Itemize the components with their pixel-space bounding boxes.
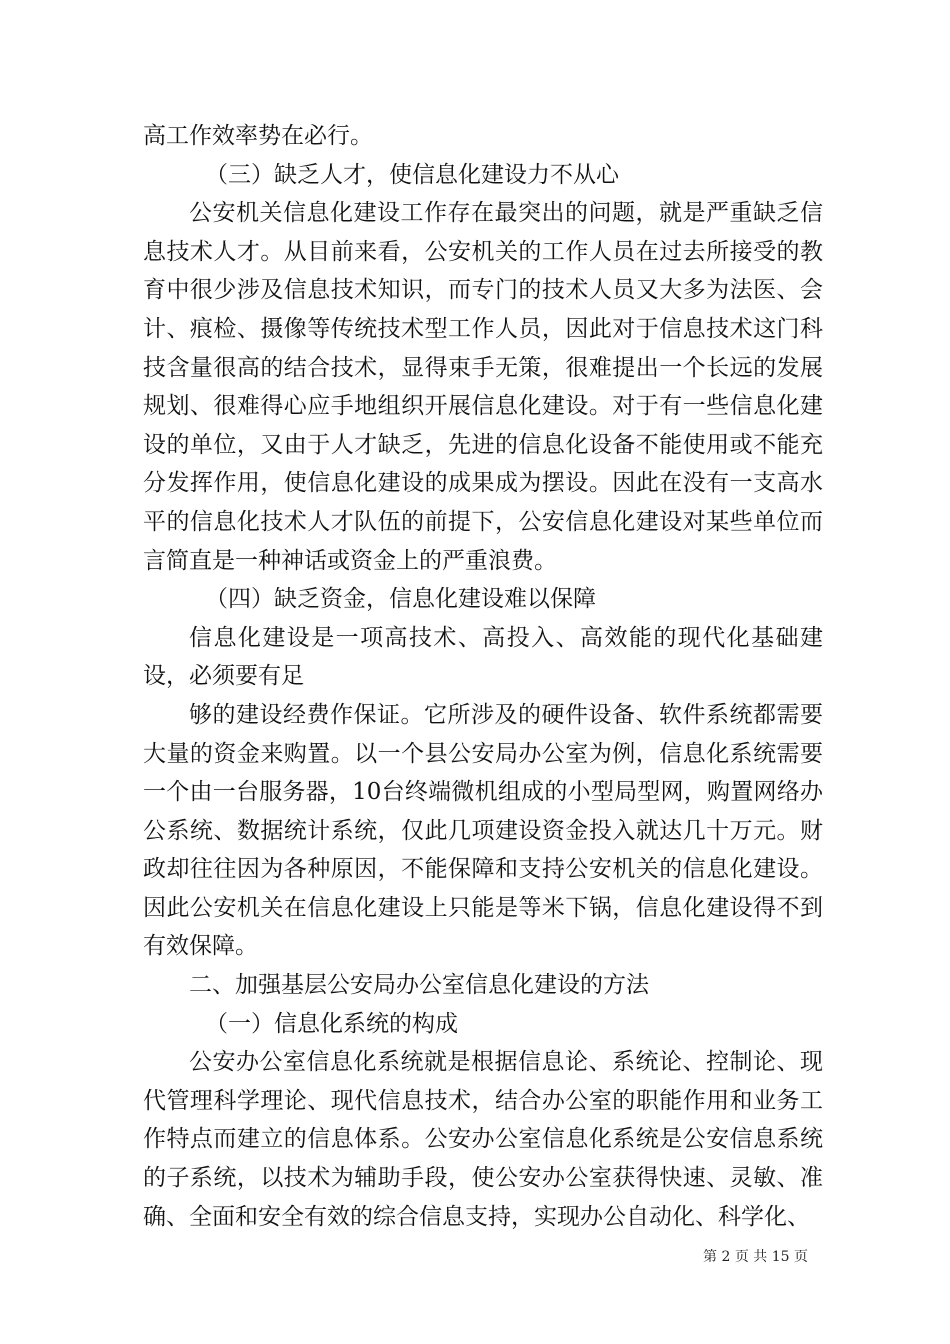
paragraph-funding-detail: 够的建设经费作保证。它所涉及的硬件设备、软件系统都需要大量的资金来购置。以一个县公安局办公室为例，信息化系统需要一个由一台服务器，10台终端微机组成的小型局型网，购置网络办公系统、数据统计系统，仅此几项建设资金投入就达几十万元。财政却往往因为各种原因，不能保障和支持公安机关的信息化建设。因此公安机关在信息化建设上只能是等米下锅，信息化建设得不到有效保障。	[143, 701, 823, 960]
document-body	[143, 117, 823, 1236]
paragraph-talent-shortage: 公安机关信息化建设工作存在最突出的问题，就是严重缺乏信息技术人才。从目前来看，公安机关的工作人员在过去所接受的教育中很少涉及信息技术知识，而专门的技术人员又大多为法医、会计、痕检、摄像等传统技术型工作人员，因此对于信息技术这门科技含量很高的结合技术，显得束手无策，很难提出一个长远的发展规划、很难得心应手地组织开展信息化建设。对于有一些信息化建设的单位，又由于人才缺乏，先进的信息化设备不能使用或不能充分发挥作用，使信息化建设的成果成为摆设。因此在没有一支高水平的信息化技术人才队伍的前提下，公安信息化建设对某些单位而言简直是一种神话或资金上的严重浪费。	[143, 200, 823, 574]
section-title-methods: 二、加强基层公安局办公室信息化建设的方法	[189, 972, 649, 999]
paragraph-funding-intro: 信息化建设是一项高技术、高投入、高效能的现代化基础建设，必须要有足	[143, 624, 823, 690]
paragraph-continuation: 高工作效率势在必行。	[143, 123, 373, 149]
section-heading-4: （四）缺乏资金，信息化建设难以保障	[205, 586, 596, 613]
section-heading-1: （一）信息化系统的构成	[205, 1010, 458, 1037]
paragraph-system-composition: 公安办公室信息化系统就是根据信息论、系统论、控制论、现代管理科学理论、现代信息技术，结合办公室的职能作用和业务工作特点而建立的信息体系。公安办公室信息化系统是公安信息系统的子系统，以技术为辅助手段，使公安办公室获得快速、灵敏、准确、全面和安全有效的综合信息支持，实现办公自动化、科学化、	[143, 1049, 823, 1230]
section-heading-3: （三）缺乏人才，使信息化建设力不从心	[205, 161, 619, 188]
page-number: 第 2 页 共 15 页	[703, 1249, 808, 1265]
